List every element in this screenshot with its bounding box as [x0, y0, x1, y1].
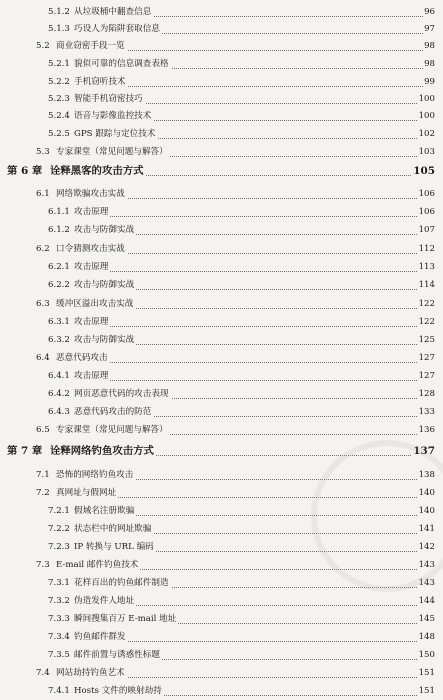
- toc-page-number: 99: [423, 73, 435, 91]
- toc-entry-title: 邮件前置与诱惑性标题: [74, 646, 162, 664]
- toc-page-number: 106: [418, 185, 435, 203]
- toc-entry-title: 攻击与防御实战: [74, 276, 136, 294]
- toc-entry-number: 5.1.3: [48, 24, 70, 34]
- toc-entry-title: 口令猜测攻击实战: [56, 240, 127, 258]
- toc-entry-number: 7.3.5: [48, 650, 70, 660]
- toc-entry-number: 5.2.2: [48, 77, 70, 87]
- toc-entry-number: 5.2.5: [48, 129, 70, 139]
- toc-entry-title: 语音与影像监控技术: [74, 107, 153, 125]
- toc-entry-number: 6.3.1: [48, 317, 70, 327]
- toc-page-number: 98: [423, 37, 435, 55]
- toc-entry-number: 5.2.4: [48, 111, 70, 121]
- toc-page-number: 143: [418, 574, 435, 592]
- toc-entry-number: 6.4.3: [48, 407, 70, 417]
- toc-leader-dots: [56, 361, 431, 363]
- toc-entry-title: 商业窃密手段一览: [56, 37, 127, 55]
- toc-page-number: 102: [418, 125, 435, 143]
- toc-entry-number: 5.3: [36, 147, 50, 157]
- toc-entry-number: 7.2.2: [48, 524, 70, 534]
- toc-page-number: 122: [418, 313, 435, 331]
- toc-entry-number: 6.5: [36, 425, 50, 435]
- toc-entry-row: [0, 313, 443, 331]
- toc-entry-number: 7.2: [36, 488, 50, 498]
- toc-entry-title: 专家课堂（常见问题与解答）: [56, 421, 170, 439]
- toc-entry-row: [0, 221, 443, 239]
- toc-entry-title: 花样百出的钓鱼邮件制造: [74, 574, 171, 592]
- toc-page-number: 137: [412, 442, 435, 460]
- toc-page-number: 150: [418, 646, 435, 664]
- toc-entry-title: 专家课堂（常见问题与解答）: [56, 143, 170, 161]
- toc-entry-number: 5.1.2: [48, 7, 70, 17]
- toc-entry-number: 7.3.1: [48, 578, 70, 588]
- toc-entry-number: 第 7 章: [7, 445, 43, 457]
- toc-page-number: 142: [418, 538, 435, 556]
- toc-entry-title: 攻击原理: [74, 313, 110, 331]
- toc-page-number: 96: [423, 3, 435, 21]
- toc-entry-title: 恶意代码攻击的防范: [74, 403, 153, 421]
- toc-entry-title: 恐怖的网络钓鱼攻击: [56, 466, 135, 484]
- toc-entry-row: [0, 73, 443, 91]
- toc-page-number: 151: [418, 682, 435, 700]
- toc-entry-number: 6.2: [36, 244, 50, 254]
- toc-page-number: 103: [418, 143, 435, 161]
- toc-leader-dots: [74, 379, 431, 381]
- toc-page-number: 140: [418, 484, 435, 502]
- toc-entry-title: 状态栏中的网址欺骗: [74, 520, 153, 538]
- toc-entry-row: [0, 258, 443, 276]
- toc-entry-row: [0, 646, 443, 664]
- toc-leader-dots: [74, 270, 431, 272]
- toc-entry-number: 6.3: [36, 299, 50, 309]
- toc-page-number: 136: [418, 421, 435, 439]
- toc-entry-row: [0, 240, 443, 258]
- toc-entry-number: 6.4: [36, 353, 50, 363]
- toc-entry-row: [0, 349, 443, 367]
- toc-chapter-row: [0, 162, 443, 180]
- toc-entry-number: 7.4: [36, 668, 50, 678]
- toc-page-number: 127: [418, 367, 435, 385]
- toc-entry-title: 诠释网络钓鱼攻击方式: [50, 442, 156, 460]
- toc-leader-dots: [74, 325, 431, 327]
- toc-entry-number: 6.4.1: [48, 371, 70, 381]
- toc-entry-number: 7.1: [36, 470, 50, 480]
- toc-entry-number: 7.3: [36, 560, 50, 570]
- toc-page-number: 107: [418, 221, 435, 239]
- toc-entry-title: 瞬间搜集百万 E-mail 地址: [74, 610, 178, 628]
- toc-page-number: 112: [418, 240, 435, 258]
- toc-page-number: 106: [418, 203, 435, 221]
- toc-entry-number: 5.2.3: [48, 94, 70, 104]
- toc-page-number: 138: [418, 466, 435, 484]
- toc-leader-dots: [74, 215, 431, 217]
- toc-page-number: 113: [418, 258, 435, 276]
- toc-entry-number: 6.2.1: [48, 262, 70, 272]
- toc-entry-row: [0, 367, 443, 385]
- toc-entry-row: [0, 203, 443, 221]
- toc-entry-title: 手机窃听技术: [74, 73, 128, 91]
- toc-entry-row: [0, 385, 443, 403]
- toc-entry-row: [0, 664, 443, 682]
- toc-entry-title: 缓冲区溢出攻击实战: [56, 295, 135, 313]
- toc-entry-number: 7.2.1: [48, 506, 70, 516]
- toc-page-number: 100: [418, 90, 435, 108]
- toc-entry-title: 网站劫持钓鱼艺术: [56, 664, 127, 682]
- toc-entry-number: 第 6 章: [7, 165, 43, 177]
- toc-entry-title: 钓鱼邮件群发: [74, 628, 128, 646]
- toc-entry-title: 诠释黑客的攻击方式: [50, 162, 146, 180]
- toc-page-number: 98: [423, 55, 435, 73]
- toc-entry-title: 攻击原理: [74, 367, 110, 385]
- toc-page-number: 105: [412, 162, 435, 180]
- toc-entry-number: 6.4.2: [48, 389, 70, 399]
- toc-entry-row: [0, 421, 443, 439]
- toc-entry-row: [0, 592, 443, 610]
- toc-page-number: 100: [418, 107, 435, 125]
- toc-page-number: 143: [418, 556, 435, 574]
- toc-entry-number: 7.4.1: [48, 686, 70, 696]
- toc-page-number: 122: [418, 295, 435, 313]
- toc-page-number: 144: [418, 592, 435, 610]
- toc-page-number: 97: [423, 20, 435, 38]
- toc-entry-title: 网页恶意代码的攻击表现: [74, 385, 171, 403]
- toc-entry-title: 假域名注册欺骗: [74, 502, 136, 520]
- toc-entry-title: 网络欺骗攻击实战: [56, 185, 127, 203]
- toc-entry-title: 攻击与防御实战: [74, 221, 136, 239]
- toc-entry-title: IP 转换与 URL 编码: [74, 538, 156, 556]
- toc-entry-title: 巧设人为陷阱套取信息: [74, 20, 162, 38]
- toc-page-number: 140: [418, 502, 435, 520]
- toc-entry-number: 7.3.2: [48, 596, 70, 606]
- toc-entry-number: 6.3.2: [48, 335, 70, 345]
- toc-page-number: 125: [418, 331, 435, 349]
- toc-entry-number: 6.1: [36, 189, 50, 199]
- toc-page-number: 141: [418, 520, 435, 538]
- toc-entry-title: 从垃圾桶中翻查信息: [74, 3, 153, 21]
- toc-entry-number: 7.2.3: [48, 542, 70, 552]
- toc-entry-title: GPS 跟踪与定位技术: [74, 125, 157, 143]
- toc-entry-row: [0, 403, 443, 421]
- toc-page-number: 133: [418, 403, 435, 421]
- toc-entry-number: 7.3.3: [48, 614, 70, 624]
- toc-entry-title: 真网址与假网址: [56, 484, 118, 502]
- toc-entry-row: [0, 628, 443, 646]
- toc-page-number: 128: [418, 385, 435, 403]
- toc-page-number: 127: [418, 349, 435, 367]
- toc-entry-row: [0, 276, 443, 294]
- toc-entry-number: 6.1.2: [48, 225, 70, 235]
- toc-entry-row: [0, 143, 443, 161]
- toc-entry-number: 5.2.1: [48, 59, 70, 69]
- toc-entry-row: [0, 20, 443, 38]
- toc-entry-row: [0, 55, 443, 73]
- toc-entry-row: [0, 3, 443, 21]
- toc-entry-title: 貌似可靠的信息调查表格: [74, 55, 171, 73]
- toc-entry-row: [0, 185, 443, 203]
- toc-entry-row: [0, 107, 443, 125]
- toc-entry-row: [0, 295, 443, 313]
- toc-entry-row: [0, 90, 443, 108]
- toc-entry-number: 5.2: [36, 41, 50, 51]
- toc-entry-title: E-mail 邮件钓鱼技术: [56, 556, 140, 574]
- toc-entry-title: 恶意代码攻击: [56, 349, 110, 367]
- toc-entry-row: [0, 37, 443, 55]
- toc-entry-title: 智能手机窃密技巧: [74, 90, 145, 108]
- toc-entry-title: 攻击原理: [74, 258, 110, 276]
- toc-page-number: 114: [418, 276, 435, 294]
- toc-page-number: 145: [418, 610, 435, 628]
- toc-entry-title: 攻击与防御实战: [74, 331, 136, 349]
- toc-entry-row: [0, 331, 443, 349]
- toc-entry-number: 7.3.4: [48, 632, 70, 642]
- toc-page-number: 151: [418, 664, 435, 682]
- toc-entry-row: [0, 682, 443, 700]
- toc-entry-row: [0, 125, 443, 143]
- toc-entry-title: Hosts 文件的映射劫持: [74, 682, 164, 700]
- toc-entry-number: 6.2.2: [48, 280, 70, 290]
- toc-entry-title: 伪造发件人地址: [74, 592, 136, 610]
- toc-entry-number: 6.1.1: [48, 207, 70, 217]
- toc-page-number: 148: [418, 628, 435, 646]
- toc-entry-title: 攻击原理: [74, 203, 110, 221]
